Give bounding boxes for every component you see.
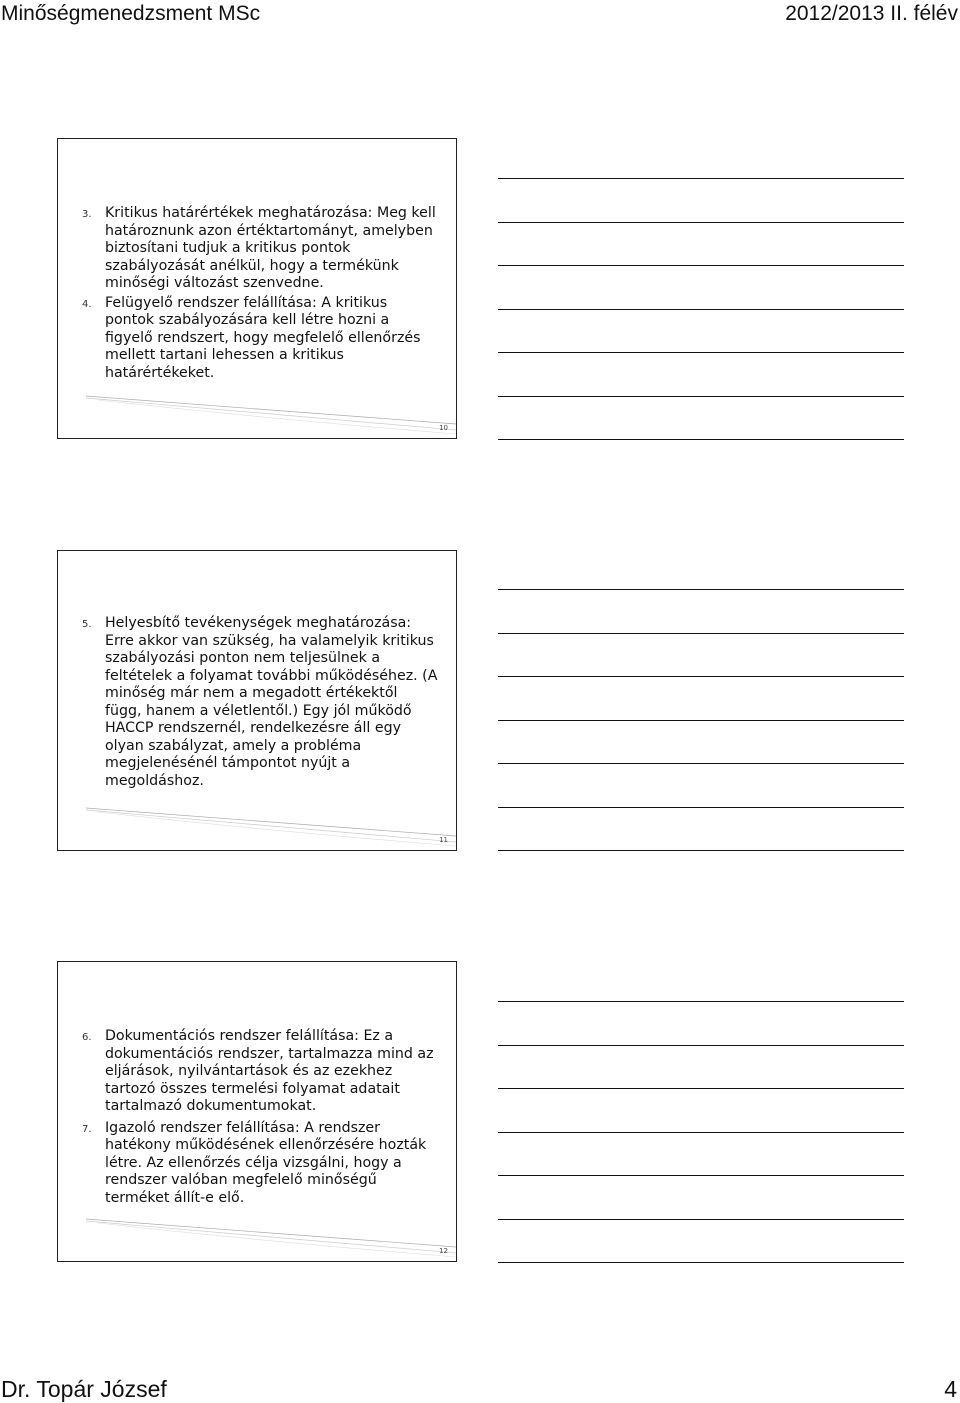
note-line [498,178,904,179]
item-number: 4. [82,298,92,310]
slide-decoration [58,388,458,438]
note-line [498,1088,904,1089]
note-line [498,850,904,851]
note-line [498,1262,904,1263]
slide-content [82,205,438,382]
page-number: 4 [944,1376,957,1402]
list-item [82,205,438,293]
item-number: 5. [82,619,92,630]
list-item [82,1028,438,1116]
slide-12 [57,961,457,1262]
item-number: 7. [82,1123,92,1135]
item-text: Kritikus határértékek meghatározása: Meg kell határoznunk azon értéktartományt, amelyben biztosítani tudjuk a kritikus pontok szabályozását anélkül, hogy a termékünk minőségi változást szenvedne. [105,205,436,291]
slide-content [82,1028,438,1207]
slide-11 [57,550,457,851]
item-text: Igazoló rendszer felállítása: A rendszer hatékony működésének ellenőrzésére hozták létre. Az ellenőrzés célja vizsgálni, hogy a rendszer valóban megfelelő minőségű terméket állít-e elő. [105,1119,427,1206]
note-line [498,633,904,634]
item-text: Felügyelő rendszer felállítása: A kritikus pontok szabályozására kell létre hozni a figyelő rendszert, hogy megfelelő ellenőrzés mellett tartani lehessen a kritikus határértékeket. [105,294,421,381]
note-line [498,352,904,353]
item-text: Helyesbítő tevékenységek meghatározása: Erre akkor van szükség, ha valamelyik kritikus szabályozási ponton nem teljesülnek a feltételek a folyamat további működéséhez. (A minőség már nem a megadott értékektől függ, hanem a véletlentől.) Egy jól működő HACCP rendszernél, rendelkezésre áll egy olyan szabályzat, amely a probléma megjelenésénél támpontot nyújt a megoldáshoz. [105,615,438,789]
note-line [498,396,904,397]
author-name: Dr. Topár József [1,1376,167,1402]
slide-decoration [58,1211,458,1261]
note-line [498,676,904,677]
list-item [82,295,438,383]
course-title: Minőségmenedzsment MSc [1,2,261,25]
note-line [498,589,904,590]
semester-label: 2012/2013 II. félév [785,2,958,25]
list-item [82,615,438,790]
list-item [82,1120,438,1208]
note-line [498,720,904,721]
note-line [498,1132,904,1133]
note-line [498,1045,904,1046]
item-number: 6. [82,1032,92,1043]
note-line [498,1175,904,1176]
note-line [498,1001,904,1002]
item-text: Dokumentációs rendszer felállítása: Ez a dokumentációs rendszer, tartalmazza mind az eljárások, nyilvántartások és az ezekhez tartozó összes termelési folyamat adatait tartalmazó dokumentumokat. [105,1028,434,1114]
note-line [498,439,904,440]
item-number: 3. [82,209,92,220]
note-line [498,222,904,223]
slide-page-number: 10 [439,424,448,432]
note-line [498,807,904,808]
note-line [498,265,904,266]
slide-page-number: 11 [439,836,448,844]
slide-decoration [58,800,458,850]
note-line [498,1219,904,1220]
note-line [498,309,904,310]
slide-content [82,615,438,790]
note-line [498,763,904,764]
slide-page-number: 12 [439,1247,448,1255]
slide-10 [57,138,457,439]
